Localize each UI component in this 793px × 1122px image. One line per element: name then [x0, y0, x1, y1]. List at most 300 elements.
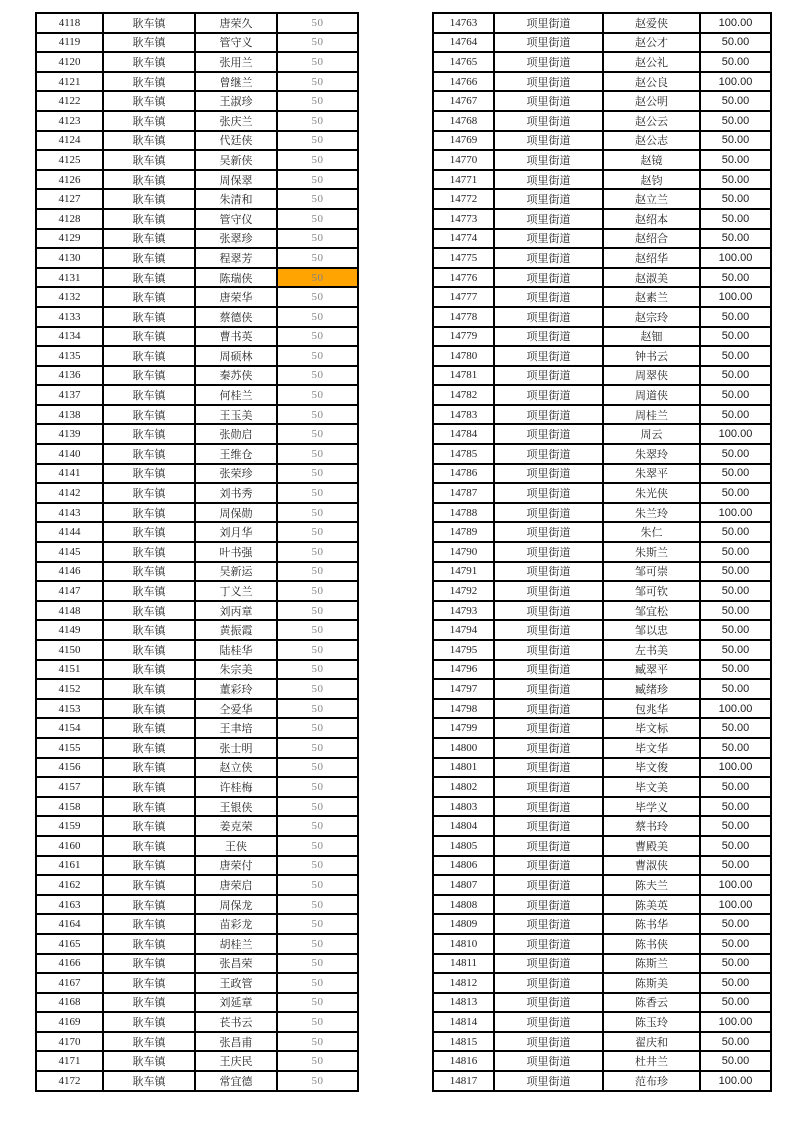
- name-cell: 苌书云: [195, 1012, 277, 1032]
- amount-cell: 50.00: [700, 914, 771, 934]
- name-cell: 王银侠: [195, 797, 277, 817]
- name-cell: 刘书秀: [195, 483, 277, 503]
- name-cell: 曾继兰: [195, 72, 277, 92]
- name-cell: 周翠侠: [603, 366, 700, 386]
- amount-cell: 50: [277, 895, 358, 915]
- name-cell: 唐荣启: [195, 875, 277, 895]
- highlighted-amount-cell: 50: [277, 268, 358, 288]
- table-row: [36, 1032, 358, 1052]
- name-cell: 董彩玲: [195, 679, 277, 699]
- region-cell: 耿车镇: [103, 131, 195, 151]
- region-cell: 项里街道: [494, 13, 603, 33]
- name-cell: 毕文华: [603, 738, 700, 758]
- table-row: [36, 522, 358, 542]
- amount-cell: 50: [277, 797, 358, 817]
- table-row: [36, 366, 358, 386]
- row-id-cell: 14812: [433, 973, 494, 993]
- name-cell: 常宜德: [195, 1071, 277, 1091]
- table-row: [36, 581, 358, 601]
- region-cell: 耿车镇: [103, 13, 195, 33]
- region-cell: 耿车镇: [103, 1032, 195, 1052]
- region-cell: 耿车镇: [103, 758, 195, 778]
- amount-cell: 50.00: [700, 52, 771, 72]
- amount-cell: 50.00: [700, 150, 771, 170]
- name-cell: 邹以忠: [603, 620, 700, 640]
- region-cell: 项里街道: [494, 209, 603, 229]
- region-cell: 耿车镇: [103, 640, 195, 660]
- name-cell: 毕文标: [603, 718, 700, 738]
- name-cell: 赵公才: [603, 33, 700, 53]
- name-cell: 赵钧: [603, 170, 700, 190]
- amount-cell: 50.00: [700, 346, 771, 366]
- name-cell: 朱翠平: [603, 464, 700, 484]
- table-row: [36, 679, 358, 699]
- amount-cell: 50: [277, 483, 358, 503]
- row-id-cell: 14771: [433, 170, 494, 190]
- table-row: [433, 483, 771, 503]
- table-row: [433, 307, 771, 327]
- name-cell: 陈夫兰: [603, 875, 700, 895]
- region-cell: 项里街道: [494, 1012, 603, 1032]
- region-cell: 耿车镇: [103, 581, 195, 601]
- name-cell: 包兆华: [603, 699, 700, 719]
- region-cell: 耿车镇: [103, 1012, 195, 1032]
- region-cell: 项里街道: [494, 52, 603, 72]
- subsidy-table-right: [432, 12, 772, 1092]
- table-row: [36, 1012, 358, 1032]
- region-cell: 耿车镇: [103, 777, 195, 797]
- amount-cell: 50: [277, 444, 358, 464]
- amount-cell: 50.00: [700, 836, 771, 856]
- table-row: [433, 660, 771, 680]
- region-cell: 耿车镇: [103, 562, 195, 582]
- row-id-cell: 4130: [36, 248, 103, 268]
- amount-cell: 50.00: [700, 522, 771, 542]
- amount-cell: 50: [277, 229, 358, 249]
- row-id-cell: 14816: [433, 1051, 494, 1071]
- name-cell: 赵宗玲: [603, 307, 700, 327]
- table-row: [36, 797, 358, 817]
- table-row: [433, 366, 771, 386]
- region-cell: 耿车镇: [103, 1071, 195, 1091]
- region-cell: 耿车镇: [103, 111, 195, 131]
- table-row: [36, 914, 358, 934]
- region-cell: 耿车镇: [103, 954, 195, 974]
- table-row: [433, 895, 771, 915]
- row-id-cell: 14765: [433, 52, 494, 72]
- name-cell: 朱兰玲: [603, 503, 700, 523]
- region-cell: 项里街道: [494, 366, 603, 386]
- region-cell: 耿车镇: [103, 816, 195, 836]
- amount-cell: 100.00: [700, 248, 771, 268]
- name-cell: 朱清和: [195, 189, 277, 209]
- amount-cell: 50: [277, 699, 358, 719]
- amount-cell: 50: [277, 973, 358, 993]
- table-row: [433, 875, 771, 895]
- region-cell: 项里街道: [494, 777, 603, 797]
- name-cell: 朱宗美: [195, 660, 277, 680]
- table-row: [36, 640, 358, 660]
- amount-cell: 50.00: [700, 170, 771, 190]
- row-id-cell: 4164: [36, 914, 103, 934]
- row-id-cell: 4169: [36, 1012, 103, 1032]
- amount-cell: 50: [277, 758, 358, 778]
- name-cell: 赵立侠: [195, 758, 277, 778]
- region-cell: 项里街道: [494, 522, 603, 542]
- table-row: [36, 248, 358, 268]
- name-cell: 张用兰: [195, 52, 277, 72]
- row-id-cell: 14782: [433, 385, 494, 405]
- region-cell: 耿车镇: [103, 699, 195, 719]
- amount-cell: 50: [277, 209, 358, 229]
- region-cell: 项里街道: [494, 327, 603, 347]
- table-row: [36, 973, 358, 993]
- amount-cell: 50: [277, 189, 358, 209]
- row-id-cell: 4171: [36, 1051, 103, 1071]
- amount-cell: 50: [277, 346, 358, 366]
- table-row: [36, 72, 358, 92]
- amount-cell: 50.00: [700, 464, 771, 484]
- name-cell: 杜井兰: [603, 1051, 700, 1071]
- table-row: [36, 562, 358, 582]
- region-cell: 项里街道: [494, 346, 603, 366]
- name-cell: 刘丙章: [195, 601, 277, 621]
- row-id-cell: 4161: [36, 856, 103, 876]
- name-cell: 唐荣久: [195, 13, 277, 33]
- name-cell: 张荣珍: [195, 464, 277, 484]
- amount-cell: 50: [277, 150, 358, 170]
- row-id-cell: 4139: [36, 424, 103, 444]
- name-cell: 周保翠: [195, 170, 277, 190]
- row-id-cell: 14777: [433, 287, 494, 307]
- region-cell: 项里街道: [494, 620, 603, 640]
- amount-cell: 50.00: [700, 993, 771, 1013]
- amount-cell: 50: [277, 91, 358, 111]
- name-cell: 王淑珍: [195, 91, 277, 111]
- table-body-left: [36, 13, 358, 1091]
- name-cell: 张庆兰: [195, 111, 277, 131]
- region-cell: 项里街道: [494, 287, 603, 307]
- name-cell: 张昌荣: [195, 954, 277, 974]
- name-cell: 毕文俊: [603, 758, 700, 778]
- amount-cell: 50: [277, 954, 358, 974]
- table-row: [433, 91, 771, 111]
- region-cell: 项里街道: [494, 601, 603, 621]
- amount-cell: 50.00: [700, 1051, 771, 1071]
- table-row: [433, 72, 771, 92]
- name-cell: 姜克荣: [195, 816, 277, 836]
- name-cell: 王玉美: [195, 405, 277, 425]
- table-row: [433, 385, 771, 405]
- name-cell: 许桂梅: [195, 777, 277, 797]
- table-row: [433, 718, 771, 738]
- table-row: [36, 1051, 358, 1071]
- table-row: [433, 150, 771, 170]
- amount-cell: 50: [277, 13, 358, 33]
- amount-cell: 50.00: [700, 189, 771, 209]
- table-row: [433, 346, 771, 366]
- row-id-cell: 14774: [433, 229, 494, 249]
- name-cell: 苗彩龙: [195, 914, 277, 934]
- table-row: [36, 52, 358, 72]
- name-cell: 朱光侠: [603, 483, 700, 503]
- region-cell: 项里街道: [494, 229, 603, 249]
- table-row: [433, 973, 771, 993]
- table-row: [36, 405, 358, 425]
- region-cell: 项里街道: [494, 934, 603, 954]
- amount-cell: 100.00: [700, 424, 771, 444]
- amount-cell: 50: [277, 248, 358, 268]
- table-row: [433, 1051, 771, 1071]
- table-row: [36, 954, 358, 974]
- name-cell: 翟庆和: [603, 1032, 700, 1052]
- amount-cell: 50.00: [700, 934, 771, 954]
- table-row: [433, 679, 771, 699]
- row-id-cell: 4160: [36, 836, 103, 856]
- region-cell: 耿车镇: [103, 424, 195, 444]
- table-row: [36, 483, 358, 503]
- table-row: [36, 131, 358, 151]
- region-cell: 项里街道: [494, 856, 603, 876]
- amount-cell: 50: [277, 581, 358, 601]
- name-cell: 曹殿美: [603, 836, 700, 856]
- region-cell: 耿车镇: [103, 385, 195, 405]
- row-id-cell: 14775: [433, 248, 494, 268]
- amount-cell: 50: [277, 385, 358, 405]
- amount-cell: 50.00: [700, 718, 771, 738]
- region-cell: 耿车镇: [103, 836, 195, 856]
- region-cell: 项里街道: [494, 464, 603, 484]
- name-cell: 王庆民: [195, 1051, 277, 1071]
- row-id-cell: 4172: [36, 1071, 103, 1091]
- row-id-cell: 14799: [433, 718, 494, 738]
- region-cell: 项里街道: [494, 914, 603, 934]
- table-row: [433, 424, 771, 444]
- row-id-cell: 14790: [433, 542, 494, 562]
- amount-cell: 50.00: [700, 777, 771, 797]
- row-id-cell: 14802: [433, 777, 494, 797]
- amount-cell: 50: [277, 503, 358, 523]
- amount-cell: 50.00: [700, 620, 771, 640]
- name-cell: 陈玉玲: [603, 1012, 700, 1032]
- row-id-cell: 14811: [433, 954, 494, 974]
- amount-cell: 50: [277, 111, 358, 131]
- name-cell: 左书美: [603, 640, 700, 660]
- row-id-cell: 14766: [433, 72, 494, 92]
- row-id-cell: 14780: [433, 346, 494, 366]
- row-id-cell: 4127: [36, 189, 103, 209]
- amount-cell: 50: [277, 738, 358, 758]
- name-cell: 管守仪: [195, 209, 277, 229]
- table-row: [433, 562, 771, 582]
- amount-cell: 50: [277, 287, 358, 307]
- table-row: [36, 738, 358, 758]
- row-id-cell: 4121: [36, 72, 103, 92]
- name-cell: 周保龙: [195, 895, 277, 915]
- amount-cell: 50: [277, 72, 358, 92]
- amount-cell: 100.00: [700, 1071, 771, 1091]
- name-cell: 唐荣付: [195, 856, 277, 876]
- row-id-cell: 4144: [36, 522, 103, 542]
- region-cell: 耿车镇: [103, 72, 195, 92]
- amount-cell: 50: [277, 1032, 358, 1052]
- row-id-cell: 14798: [433, 699, 494, 719]
- table-row: [433, 1071, 771, 1091]
- region-cell: 耿车镇: [103, 601, 195, 621]
- row-id-cell: 14764: [433, 33, 494, 53]
- amount-cell: 50.00: [700, 366, 771, 386]
- region-cell: 项里街道: [494, 954, 603, 974]
- table-row: [433, 738, 771, 758]
- region-cell: 项里街道: [494, 758, 603, 778]
- row-id-cell: 14808: [433, 895, 494, 915]
- amount-cell: 50: [277, 875, 358, 895]
- row-id-cell: 4142: [36, 483, 103, 503]
- table-row: [36, 209, 358, 229]
- region-cell: 耿车镇: [103, 248, 195, 268]
- table-row: [36, 91, 358, 111]
- region-cell: 耿车镇: [103, 189, 195, 209]
- amount-cell: 50.00: [700, 738, 771, 758]
- name-cell: 何桂兰: [195, 385, 277, 405]
- region-cell: 耿车镇: [103, 307, 195, 327]
- name-cell: 朱仁: [603, 522, 700, 542]
- region-cell: 项里街道: [494, 385, 603, 405]
- table-row: [36, 758, 358, 778]
- name-cell: 周桂兰: [603, 405, 700, 425]
- row-id-cell: 14796: [433, 660, 494, 680]
- region-cell: 项里街道: [494, 248, 603, 268]
- amount-cell: 50: [277, 679, 358, 699]
- region-cell: 耿车镇: [103, 327, 195, 347]
- amount-cell: 50.00: [700, 816, 771, 836]
- amount-cell: 100.00: [700, 287, 771, 307]
- region-cell: 耿车镇: [103, 287, 195, 307]
- region-cell: 项里街道: [494, 483, 603, 503]
- row-id-cell: 4137: [36, 385, 103, 405]
- table-row: [36, 934, 358, 954]
- row-id-cell: 4170: [36, 1032, 103, 1052]
- table-row: [433, 503, 771, 523]
- table-row: [433, 797, 771, 817]
- table-row: [36, 895, 358, 915]
- row-id-cell: 4122: [36, 91, 103, 111]
- row-id-cell: 4149: [36, 620, 103, 640]
- row-id-cell: 4128: [36, 209, 103, 229]
- region-cell: 耿车镇: [103, 33, 195, 53]
- row-id-cell: 4157: [36, 777, 103, 797]
- row-id-cell: 4141: [36, 464, 103, 484]
- name-cell: 赵立兰: [603, 189, 700, 209]
- table-row: [36, 542, 358, 562]
- row-id-cell: 4123: [36, 111, 103, 131]
- name-cell: 朱斯兰: [603, 542, 700, 562]
- table-row: [36, 601, 358, 621]
- name-cell: 陈瑞侠: [195, 268, 277, 288]
- region-cell: 耿车镇: [103, 268, 195, 288]
- name-cell: 秦苏侠: [195, 366, 277, 386]
- table-row: [36, 816, 358, 836]
- region-cell: 耿车镇: [103, 934, 195, 954]
- amount-cell: 50: [277, 131, 358, 151]
- region-cell: 耿车镇: [103, 660, 195, 680]
- region-cell: 项里街道: [494, 797, 603, 817]
- table-row: [433, 52, 771, 72]
- table-row: [433, 1032, 771, 1052]
- region-cell: 项里街道: [494, 581, 603, 601]
- table-row: [433, 836, 771, 856]
- region-cell: 耿车镇: [103, 52, 195, 72]
- region-cell: 项里街道: [494, 33, 603, 53]
- row-id-cell: 14776: [433, 268, 494, 288]
- table-row: [433, 758, 771, 778]
- table-row: [36, 189, 358, 209]
- row-id-cell: 4143: [36, 503, 103, 523]
- table-row: [433, 777, 771, 797]
- name-cell: 赵钿: [603, 327, 700, 347]
- amount-cell: 50.00: [700, 542, 771, 562]
- amount-cell: 50: [277, 307, 358, 327]
- amount-cell: 50.00: [700, 307, 771, 327]
- row-id-cell: 14809: [433, 914, 494, 934]
- region-cell: 耿车镇: [103, 797, 195, 817]
- amount-cell: 50: [277, 718, 358, 738]
- row-id-cell: 14769: [433, 131, 494, 151]
- name-cell: 陈斯兰: [603, 954, 700, 974]
- row-id-cell: 14781: [433, 366, 494, 386]
- amount-cell: 50: [277, 542, 358, 562]
- row-id-cell: 4146: [36, 562, 103, 582]
- amount-cell: 50: [277, 620, 358, 640]
- table-row: [433, 522, 771, 542]
- table-row: [433, 33, 771, 53]
- row-id-cell: 4132: [36, 287, 103, 307]
- row-id-cell: 4134: [36, 327, 103, 347]
- region-cell: 项里街道: [494, 1051, 603, 1071]
- row-id-cell: 14807: [433, 875, 494, 895]
- name-cell: 王聿培: [195, 718, 277, 738]
- table-row: [36, 346, 358, 366]
- table-row: [433, 1012, 771, 1032]
- region-cell: 项里街道: [494, 170, 603, 190]
- table-row: [36, 464, 358, 484]
- name-cell: 代廷侠: [195, 131, 277, 151]
- name-cell: 吴新运: [195, 562, 277, 582]
- row-id-cell: 14800: [433, 738, 494, 758]
- name-cell: 曹淑侠: [603, 856, 700, 876]
- region-cell: 项里街道: [494, 718, 603, 738]
- row-id-cell: 14772: [433, 189, 494, 209]
- row-id-cell: 14787: [433, 483, 494, 503]
- row-id-cell: 4136: [36, 366, 103, 386]
- amount-cell: 50: [277, 522, 358, 542]
- table-row: [36, 856, 358, 876]
- table-row: [433, 640, 771, 660]
- name-cell: 赵爱侠: [603, 13, 700, 33]
- row-id-cell: 4165: [36, 934, 103, 954]
- region-cell: 耿车镇: [103, 895, 195, 915]
- table-row: [36, 660, 358, 680]
- name-cell: 邹可崇: [603, 562, 700, 582]
- table-row: [36, 13, 358, 33]
- region-cell: 项里街道: [494, 738, 603, 758]
- row-id-cell: 4131: [36, 268, 103, 288]
- table-row: [433, 405, 771, 425]
- row-id-cell: 14779: [433, 327, 494, 347]
- table-row: [36, 503, 358, 523]
- name-cell: 赵公明: [603, 91, 700, 111]
- table-row: [433, 131, 771, 151]
